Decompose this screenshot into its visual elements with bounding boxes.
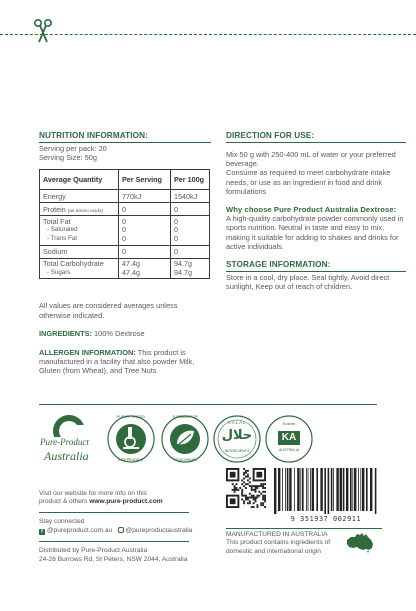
table-header-row	[40, 170, 210, 190]
protein-cell	[40, 203, 119, 216]
cut-line	[0, 34, 416, 35]
storage	[226, 260, 406, 291]
halal-bottom: INGREDIENTS	[224, 449, 250, 453]
carb-serving: 47.4g	[122, 259, 140, 269]
lab-tested-top: PURITY TESTED	[116, 415, 146, 419]
table-row	[40, 203, 210, 216]
facebook-icon: f	[39, 529, 45, 535]
sodium-label: Sodium	[40, 245, 119, 258]
energy-per100: 1540kJ	[171, 190, 210, 203]
sodium-serving: 0	[119, 245, 171, 258]
ingredients-text: 100% Dextrose	[94, 328, 145, 338]
nutrition-table	[39, 169, 210, 279]
trans-serving: 0	[122, 233, 126, 243]
table-row	[40, 258, 210, 279]
scissors-icon	[33, 18, 53, 44]
made-text: This product contains ingredients of domestic and international origin	[226, 539, 331, 555]
energy-serving: 770kJ	[119, 190, 171, 203]
protein-per100: 0	[171, 203, 210, 216]
vegetarian-bottom: VEGETARIAN	[173, 458, 197, 462]
protein-serving: 0	[119, 203, 171, 216]
distributor-line2: 24-26 Burrows Rd, St Peters, NSW 2044, Australia	[39, 555, 188, 563]
carb-label: Total Carbohydrate	[43, 259, 104, 269]
certification-logos	[36, 411, 381, 469]
stay-connected: Stay connected	[39, 517, 85, 525]
directions-divider	[226, 142, 406, 143]
fat-cell	[40, 216, 119, 245]
trans-label: - Trans Fat	[47, 234, 77, 242]
directions-line1: Mix 50 g with 250-400 mL of water or your preferred beverage.	[226, 150, 396, 169]
why-choose	[226, 205, 406, 251]
instagram-icon	[118, 527, 124, 533]
averages-note: All values are considered averages unless otherwise indicated.	[39, 301, 178, 320]
footer-divider	[39, 512, 189, 513]
fat-label: Total Fat	[43, 216, 71, 226]
fat-per100-cell	[171, 216, 210, 245]
storage-divider	[226, 271, 406, 272]
storage-text: Store in a cool, dry place. Seal tightly, Avoid direct sunlight, Keep out of reach of children.	[226, 273, 390, 292]
fat-serving: 0	[122, 216, 126, 226]
energy-label: Energy	[40, 190, 119, 203]
lab-tested-badge-icon	[106, 414, 156, 464]
visit-line2	[39, 498, 229, 506]
col-per-serving: Per Serving	[119, 170, 171, 190]
trans-per100: 0	[174, 233, 178, 243]
barcode-digits: 9 351937 002911	[290, 515, 362, 523]
col-per-100g: Per 100g	[171, 170, 210, 190]
saturated-label: - Saturated	[47, 226, 78, 234]
website-link[interactable]: www.pure-product.com	[89, 498, 163, 506]
allergen-text: This product is manufactured in a facility that also powder Milk, Gluten (from Wheat), and Tree Nuts	[39, 348, 195, 376]
directions-heading: DIRECTION FOR USE:	[226, 131, 315, 140]
ingredients-label: INGREDIENTS:	[39, 328, 92, 338]
saturated-per100: 0	[174, 225, 178, 235]
visit-line1: Visit our website for more info on this	[39, 490, 147, 497]
sodium-per100: 0	[171, 245, 210, 258]
social-links	[39, 526, 229, 535]
allergen-label: ALLERGEN INFORMATION:	[39, 348, 136, 358]
made-heading: MANUFACTURED IN AUSTRALIA	[226, 531, 328, 538]
facebook-link[interactable]: @pureproduct.com.au	[46, 527, 113, 535]
lab-tested-bottom: INDEPENDENT	[118, 458, 144, 462]
table-row	[40, 245, 210, 258]
halal-top: HALAL	[227, 420, 247, 425]
nutrition-column	[39, 131, 211, 376]
table-row	[40, 216, 210, 245]
made-divider	[226, 528, 382, 529]
vegetarian-badge-icon	[160, 414, 210, 464]
sugars-per100: 94.7g	[174, 267, 192, 277]
kosher-bottom: AUSTRALIA	[279, 448, 299, 452]
visit-line2-text: product & others	[39, 498, 90, 506]
nutrition-heading: NUTRITION INFORMATION:	[39, 131, 148, 140]
carb-serving-cell	[119, 258, 171, 279]
codes-area	[226, 468, 382, 524]
vegetarian-top: SUITABLE FOR	[172, 415, 198, 419]
col-average-quantity: Average Quantity	[40, 170, 119, 190]
instagram-link[interactable]: @pureproductaustralia	[125, 527, 193, 535]
protein-note: (as amino acids)	[67, 208, 103, 214]
fat-serving-cell	[119, 216, 171, 245]
protein-label: Protein	[43, 204, 66, 214]
storage-heading: STORAGE INFORMATION:	[226, 260, 331, 270]
kosher-top: Kosher	[282, 421, 296, 426]
nutrition-divider	[39, 142, 211, 143]
australia-map-icon	[344, 531, 376, 553]
directions-column	[226, 131, 406, 291]
sugars-serving: 47.4g	[122, 267, 140, 277]
brand-name-bottom: Australia	[44, 449, 89, 463]
why-text: A high-quality carbohydrate powder commonly used in sports nutrition. Neutral in taste and easy to mix, making it suitable for adding to shakes and drinks for active individuals.	[226, 214, 404, 251]
directions-line2: Consume as required to meet carbohydrate intake needs, or use as an ingredient in food and drink formulations	[226, 168, 391, 196]
distributor-line1: Distributed by Pure-Product Australia	[39, 547, 148, 555]
brand-name-top: Pure-Product	[40, 437, 89, 447]
carb-per100-cell	[171, 258, 210, 279]
servings-per-pack: Serving per pack: 20	[39, 144, 107, 153]
fat-per100: 0	[174, 216, 178, 226]
halal-mid: حلال	[221, 428, 253, 443]
footer-contact	[39, 490, 229, 564]
table-row	[40, 190, 210, 203]
sugars-label: - Sugars	[47, 268, 71, 276]
section-divider	[39, 404, 377, 405]
carb-cell	[40, 258, 119, 279]
barcode-icon	[270, 468, 382, 516]
serving-size: Serving Size: 50g	[39, 153, 97, 163]
allergen-info	[39, 348, 211, 376]
qr-code-icon	[226, 468, 266, 508]
saturated-serving: 0	[122, 225, 126, 235]
ingredients	[39, 329, 211, 338]
footer-divider	[39, 541, 189, 542]
why-heading: Why choose Pure Product Australia Dextrose:	[226, 205, 397, 215]
kosher-mid: KA	[281, 432, 297, 443]
carb-per100: 94.7g	[174, 259, 192, 269]
